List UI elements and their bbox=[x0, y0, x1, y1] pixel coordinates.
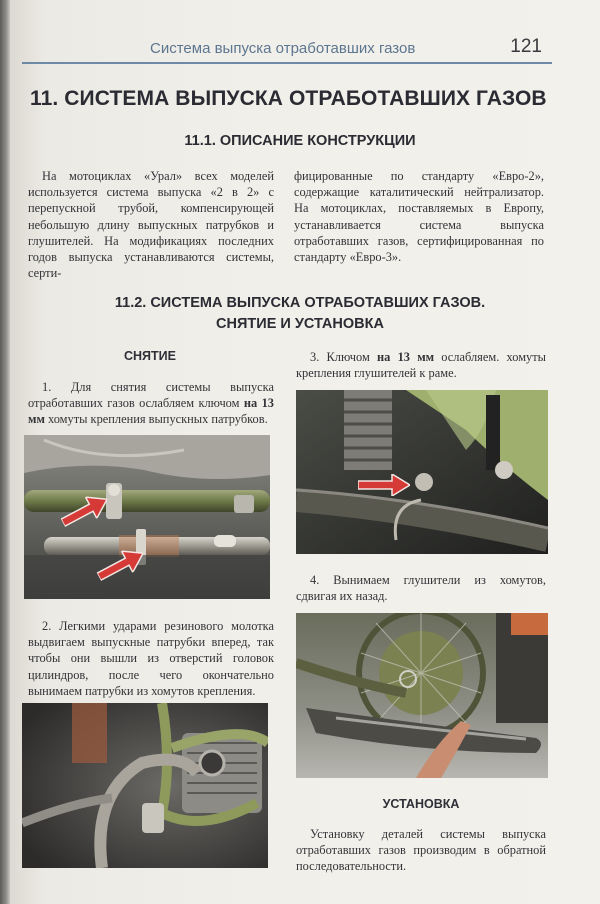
engine-pipes-illustration bbox=[22, 703, 268, 868]
photo-muffler-removal bbox=[296, 613, 548, 778]
installation-text: Установку деталей системы выпуска отработавших газов производим в обратной последовательности. bbox=[296, 827, 546, 874]
step-2-paragraph bbox=[28, 618, 274, 699]
step-4-paragraph bbox=[296, 572, 546, 604]
red-arrow-icon bbox=[358, 474, 410, 496]
running-header bbox=[22, 36, 552, 64]
installation-heading: УСТАНОВКА bbox=[382, 797, 460, 811]
section-1-left-paragraph bbox=[28, 168, 274, 281]
section-1-title: 11.1. ОПИСАНИЕ КОНСТРУКЦИИ bbox=[184, 133, 416, 149]
step-3-text-after: ослабляем. хомуты крепления глушителей к раме. bbox=[296, 350, 546, 381]
step-4-text: 4. Вынимаем глушители из хомутов, сдвигая их назад. bbox=[296, 573, 546, 604]
installation-paragraph bbox=[296, 826, 546, 875]
muffler-removal-illustration bbox=[296, 613, 548, 778]
section-1-right-text: фицированные по стандарту «Евро-2», содержащие каталитический нейтрализатор. На мотоциклах, поставляемых в Европу, устанавливается система выпуска отработавших газов, сертифицированная по стандарту «Евро-3». bbox=[294, 169, 544, 265]
page-number: 121 bbox=[510, 36, 542, 57]
chapter-title: 11. СИСТЕМА ВЫПУСКА ОТРАБОТАВШИХ ГАЗОВ bbox=[30, 87, 547, 110]
section-2-title bbox=[0, 293, 600, 335]
step-3-bold: на 13 мм bbox=[377, 350, 435, 364]
step-1-text-after: хомуты крепления выпускных патрубков. bbox=[44, 412, 268, 427]
step-2-text: 2. Легкими ударами резинового молотка выдвигаем выпускные патрубки вперед, так чтобы они вышли из отверстий головок цилиндров, после чего окончательно вынимаем патрубки из хомутов крепления. bbox=[28, 619, 274, 698]
section-1-left-text: На мотоциклах «Урал» всех моделей используется система выпуска «2 в 2» с перепускной трубой, компенсирующей небольшую длину выпускных патрубков и глушителей. На модификациях последних годов выпуска устанавливаются системы, серти- bbox=[28, 169, 274, 281]
section-2-title-line2: СНЯТИЕ И УСТАНОВКА bbox=[216, 316, 384, 332]
step-3-text: 3. Ключом bbox=[310, 350, 378, 364]
photo-engine-exhaust-pipes bbox=[22, 703, 268, 868]
section-2-title-line1: 11.2. СИСТЕМА ВЫПУСКА ОТРАБОТАВШИХ ГАЗОВ. bbox=[114, 295, 486, 311]
step-3-paragraph bbox=[296, 349, 546, 381]
removal-heading: СНЯТИЕ bbox=[124, 349, 176, 363]
step-1-bold: на 13 мм bbox=[28, 396, 274, 427]
step-1-paragraph bbox=[28, 379, 274, 428]
section-1-right-paragraph bbox=[294, 168, 544, 265]
step-1-text: 1. Для снятия системы выпуска отработавших газов ослабляем ключом bbox=[28, 380, 274, 411]
photo-exhaust-pipe-clamps bbox=[24, 435, 270, 599]
running-title: Система выпуска отработавших газов bbox=[150, 40, 416, 57]
muffler-clamp-illustration bbox=[296, 390, 548, 554]
photo-muffler-clamp bbox=[296, 390, 548, 554]
